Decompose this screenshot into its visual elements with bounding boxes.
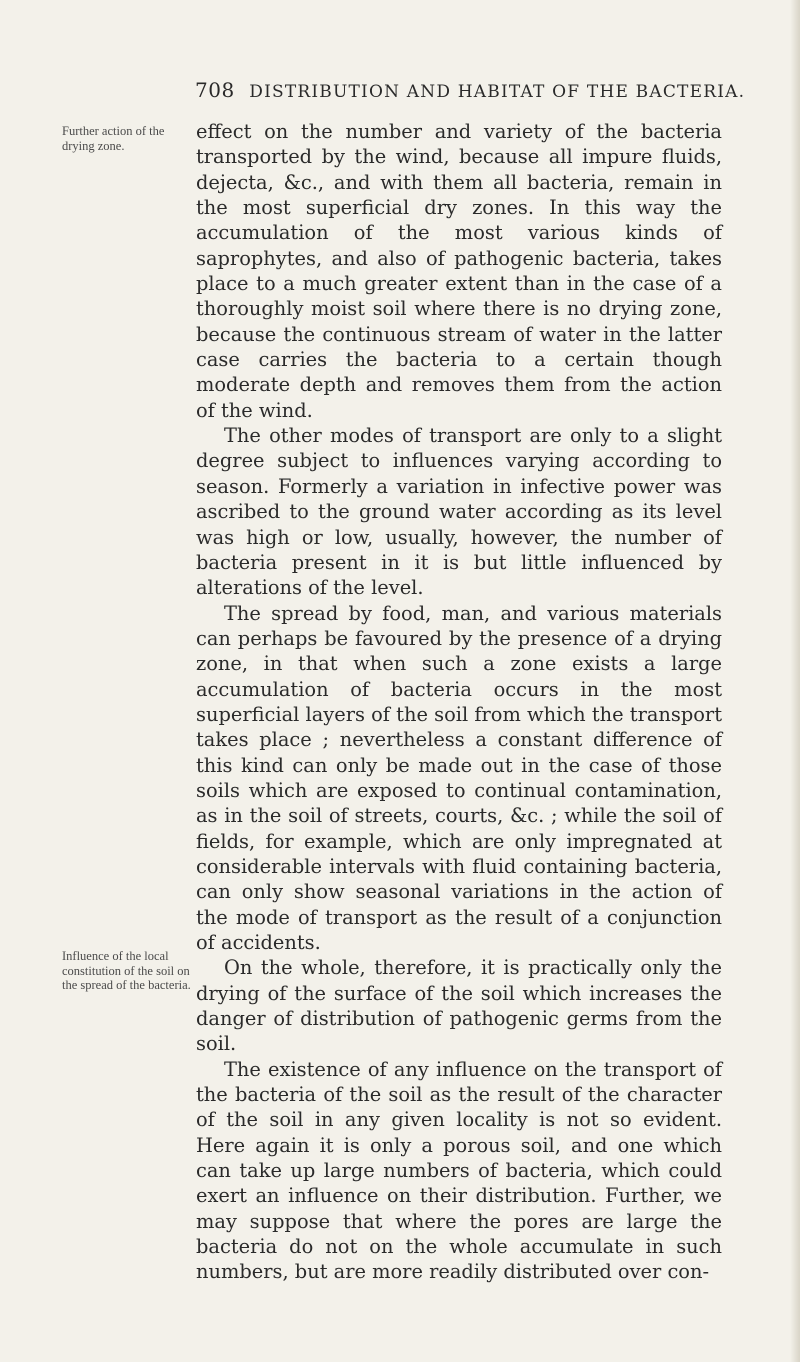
body-text [196, 119, 722, 1285]
paragraph: The other modes of transport are only to a slight degree subject to influences varying according to season. Formerly a variation in infective power was ascribed to the ground water according as its level was high or low, usually, however, the number of bacteria present in it is but little influenced by alterations of the level. [196, 424, 722, 600]
margin-note-drying-zone: Further action of the drying zone. [62, 124, 165, 153]
paragraph: effect on the number and variety of the bacteria transported by the wind, because all impure fluids, dejecta, &c., and with them all bacteria, remain in the most superficial dry zones. In this way the accumulation of the most various kinds of saprophytes, and also of pathogenic bacteria, takes place to a much greater extent than in the case of a thoroughly moist soil where there is no drying zone, because the continuous stream of water in the latter case carries the bacteria to a certain though moderate depth and removes them from the action of the wind. [196, 120, 722, 422]
page-edge-shadow [790, 0, 800, 1362]
paragraph: The spread by food, man, and various materials can perhaps be favoured by the presence of a drying zone, in that when such a zone exists a large accumulation of bacteria occurs in the most superficial layers of the soil from which the transport takes place ; nevertheless a constant difference of this kind can only be made out in the case of those soils which are exposed to continual contamination, as in the soil of streets, courts, &c. ; while the soil of fields, for example, which are only impregnated at considerable intervals with fluid containing bacteria, can only show seasonal variations in the action of the mode of transport as the result of a conjunction of accidents. [196, 601, 722, 954]
running-title: DISTRIBUTION AND HABITAT OF THE BACTERIA. [249, 82, 746, 102]
paragraph: The existence of any influence on the transport of the bacteria of the soil as the result of the character of the soil in any given locality is not so evident. Here again it is only a porous soil, and one which can take up large numbers of bacteria, which could exert an influence on their distribution. Further, we may suppose that where the pores are large the bacteria do not on the whole accumulate in such numbers, but are more readily distributed over con- [196, 1057, 722, 1284]
running-header [195, 78, 746, 102]
page-number: 708 [195, 78, 235, 102]
margin-note-soil-constitution: Influence of the local constitution of the soil on the spread of the bacteria. [62, 949, 191, 992]
paragraph: On the whole, therefore, it is practically only the drying of the surface of the soil which increases the danger of distribution of pathogenic germs from the soil. [196, 956, 722, 1056]
